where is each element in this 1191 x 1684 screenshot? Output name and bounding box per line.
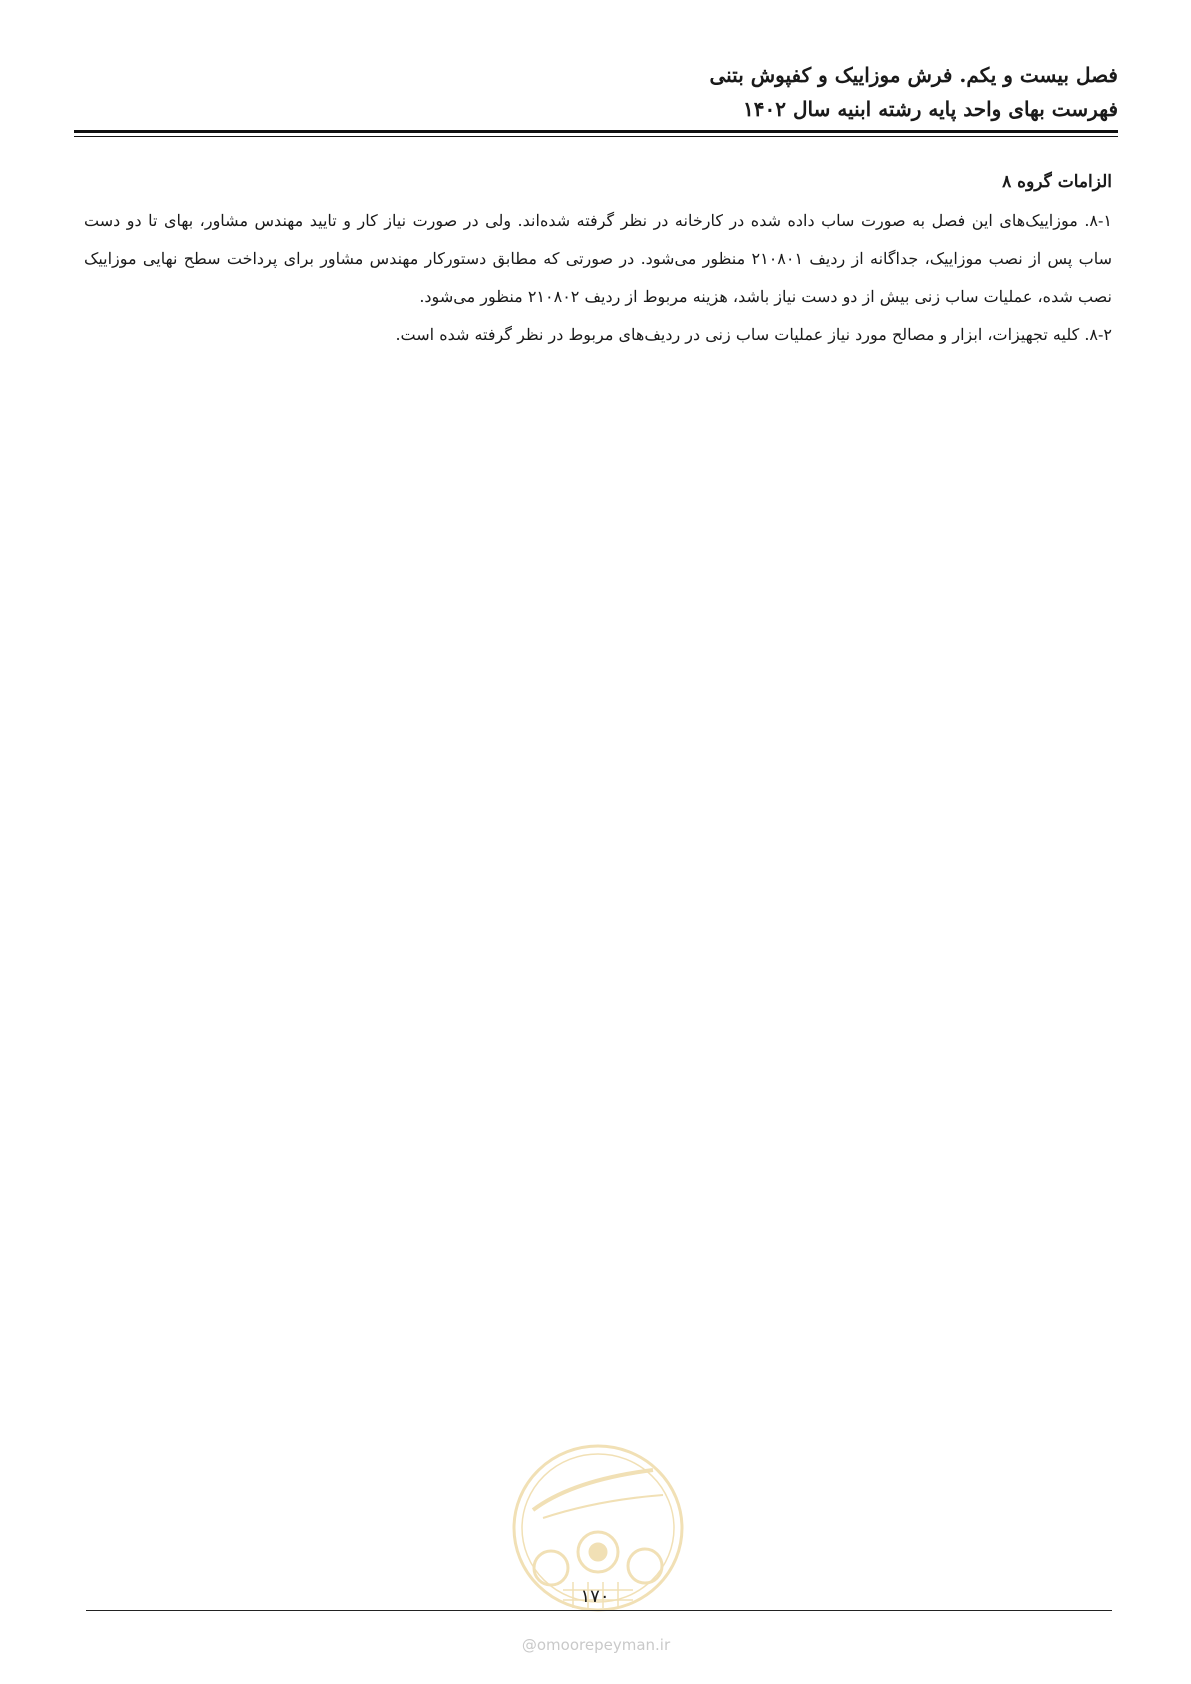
paragraph-8-1: ۸-۱. موزاییک‌های این فصل به صورت ساب داده شده در کارخانه در نظر گرفته شده‌اند. ولی در صورت نیاز کار و تایید مهندس مشاور، بهای تا دو دست ساب پس از نصب موزاییک، جداگانه از ردیف ۲۱۰۸۰۱ منظور می‌شود. در صورتی که مطابق دستورکار مهندس مشاور برای پرداخت سطح نهایی موزاییک نصب شده، عملیات ساب زنی بیش از دو دست نیاز باشد، هزینه مربوط از ردیف ۲۱۰۸۰۲ منظور می‌شود. (84, 211, 1112, 306)
page-number: ۱۷۰ (580, 1586, 610, 1607)
document-title: فهرست بهای واحد پایه رشته ابنیه سال ۱۴۰۲ (743, 97, 1118, 121)
paragraph-8-2: ۸-۲. کلیه تجهیزات، ابزار و مصالح مورد نیاز عملیات ساب زنی در ردیف‌های مربوط در نظر گرفته شده است. (395, 325, 1112, 344)
watermark-url: @omoorepeyman.ir (521, 1636, 671, 1654)
header-divider-thin (74, 136, 1118, 137)
main-content (84, 164, 1112, 354)
chapter-title: فصل بیست و یکم. فرش موزاییک و کفپوش بتنی (709, 63, 1118, 87)
page-header (74, 58, 1118, 126)
footer-divider (86, 1610, 1112, 1611)
section-heading: الزامات گروه ۸ (1002, 172, 1112, 192)
header-divider-thick (74, 130, 1118, 133)
